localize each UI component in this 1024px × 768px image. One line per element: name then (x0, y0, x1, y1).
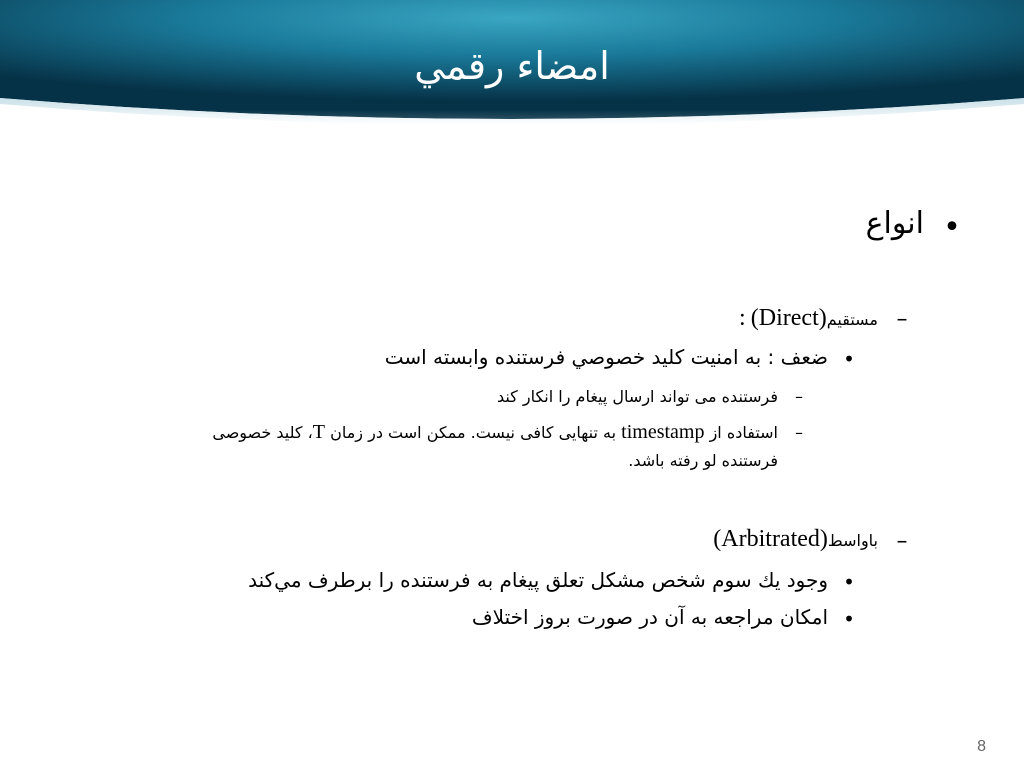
arbitrated-label-en: (Arbitrated) (713, 526, 828, 552)
direct-label-fa: مستقيم (826, 310, 878, 329)
direct-suffix: : (739, 305, 746, 331)
arbitrated-heading (713, 526, 878, 553)
arbitrated-item-2-text: امكان مراجعه به آن در صورت بروز اختلاف (471, 605, 828, 629)
direct-heading (739, 305, 878, 332)
arbitrated-item-1-bullet: • (843, 570, 855, 594)
direct-dash: – (896, 307, 908, 332)
arbitrated-item-1-text: وجود يك سوم شخص مشكل تعلق پيغام به فرستنده را برطرف مي‌كند (248, 568, 828, 592)
weakness-text: ضعف : به امنيت كليد خصوصي فرستنده وابسته است (384, 345, 828, 369)
arbitrated-dash: – (896, 529, 908, 554)
sub-item-1-dash: – (795, 387, 803, 406)
sub-item-2-line-2: فرستنده لو رفته باشد. (628, 451, 778, 470)
slide-title: امضاء رقمي (414, 44, 610, 88)
direct-label-en: (Direct) (750, 305, 827, 331)
sub-item-1-text: فرستنده می تواند ارسال پیغام را انکار کند (496, 387, 778, 406)
sub-item-2-t: T (312, 421, 326, 443)
sub-item-2-part-1: استفاده از (709, 423, 778, 442)
arbitrated-item-2-bullet: • (843, 607, 855, 631)
sub-item-2-part-3: ، کلید خصوصی (212, 423, 313, 442)
title-banner (0, 0, 1024, 175)
sub-item-2-dash: – (795, 423, 803, 442)
sub-item-2-line-1 (212, 421, 778, 444)
arbitrated-label-fa: باواسط (827, 531, 878, 550)
types-bullet: • (943, 210, 961, 245)
sub-item-2-part-2: به تنهایی کافی نیست. ممکن است در زمان (330, 423, 617, 442)
weakness-bullet: • (843, 347, 855, 371)
page-number: 8 (977, 738, 986, 755)
types-heading: انواع (865, 206, 924, 241)
sub-item-2-timestamp: timestamp (621, 421, 705, 443)
